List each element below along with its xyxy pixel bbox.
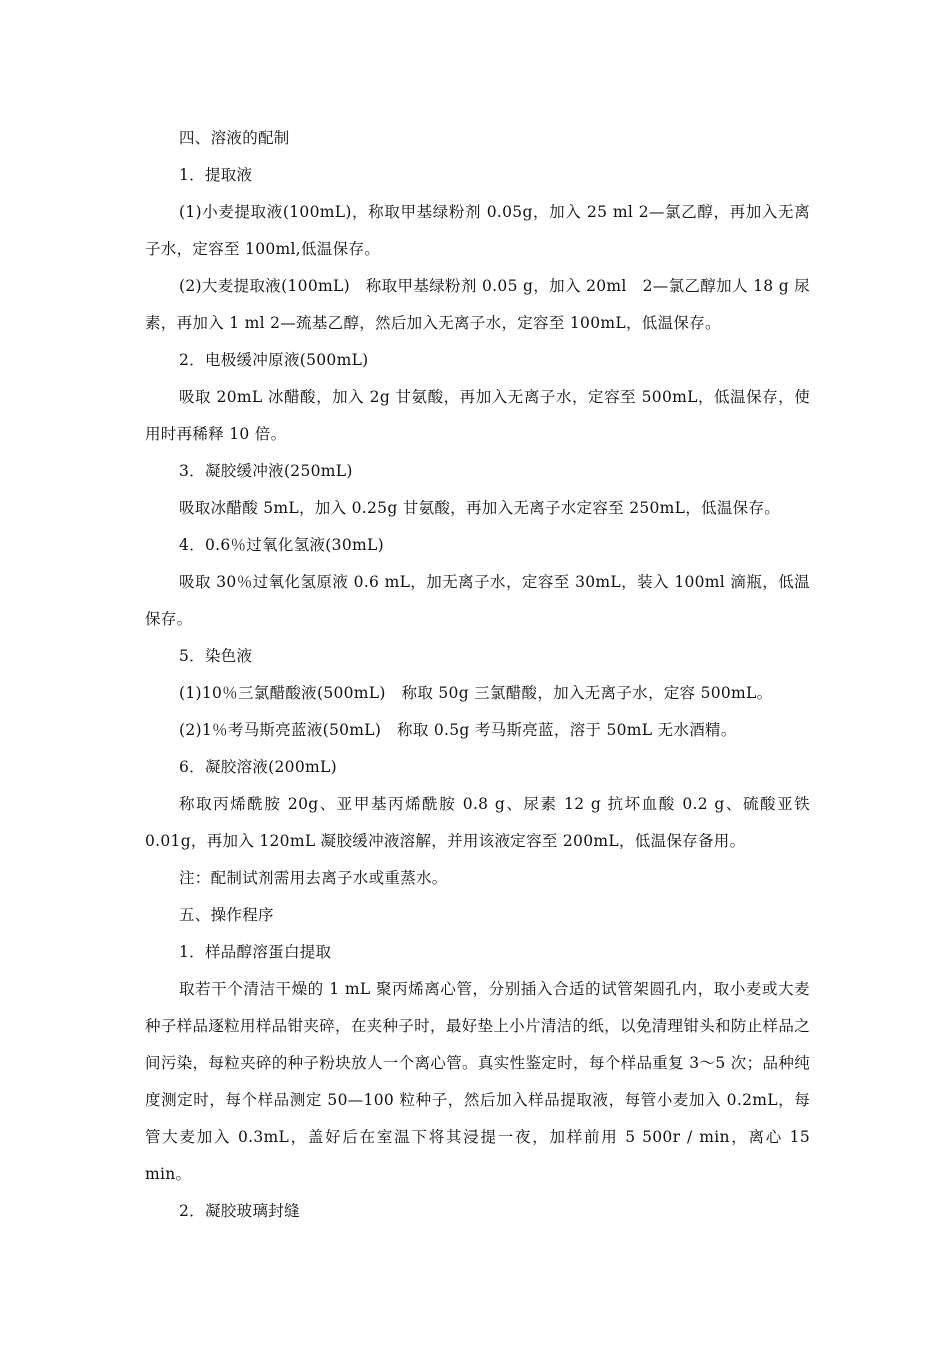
subheading-extraction-liquid: 1．提取液 [179,166,253,184]
subheading-electrode-buffer: 2．电极缓冲原液(500mL) [179,351,369,369]
paragraph-gel-buffer: 吸取冰醋酸 5mL，加入 0.25g 甘氨酸，再加入无离子水定容至 250mL，低温保存。 [179,499,781,517]
subheading-gliadin-extraction: 1．样品醇溶蛋白提取 [179,943,332,961]
paragraph-gel-solution: 称取丙烯酰胺 20g、亚甲基丙烯酰胺 0.8 g、尿素 12 g 抗坏血酸 0.2 g、硫酸亚铁 0.01g，再加入 120mL 凝胶缓冲液溶解，并用该液定容至 200mL，低温保存备用。 [145,795,810,850]
subheading-gel-buffer: 3．凝胶缓冲液(250mL) [179,462,353,480]
section-heading-procedure: 五、操作程序 [179,906,274,924]
paragraph-barley-extract: (2)大麦提取液(100mL) 称取甲基绿粉剂 0.05 g，加入 20ml 2—氯乙醇加人 18 g 尿素，再加入 1 ml 2—巯基乙醇，然后加入无离子水，定容至 100mL，低温保存。 [145,277,810,332]
paragraph-electrode-buffer: 吸取 20mL 冰醋酸，加入 2g 甘氨酸，再加入无离子水，定容至 500mL，低温保存，使用时再稀释 10 倍。 [145,388,810,443]
paragraph-tca-solution: (1)10％三氯醋酸液(500mL) 称取 50g 三氯醋酸，加入无离子水，定容 500mL。 [179,684,773,702]
subheading-gel-glass-sealing: 2．凝胶玻璃封缝 [179,1202,300,1220]
paragraph-gliadin-extraction: 取若干个清洁干燥的 1 mL 聚丙烯离心管，分别插入合适的试管架圆孔内，取小麦或大麦种子样品逐粒用样品钳夹碎，在夹种子时，最好垫上小片清洁的纸，以免清理钳头和防止样品之间污染，每粒夹碎的种子粉块放人一个离心管。真实性鉴定时，每个样品重复 3～5 次；品种纯度测定时，每个样品测定 50—100 粒种子，然后加入样品提取液，每管小麦加入 0.2mL，每管大麦加入 0.3mL，盖好后在室温下将其浸提一夜，加样前用 5 500r / min，离心 15 min。 [145,980,810,1183]
section-heading-solution-prep: 四、溶液的配制 [179,129,290,147]
paragraph-wheat-extract: (1)小麦提取液(100mL)，称取甲基绿粉剂 0.05g，加入 25 ml 2—氯乙醇，再加入无离子水，定容至 100ml,低温保存。 [145,203,810,258]
paragraph-hydrogen-peroxide: 吸取 30％过氧化氢原液 0.6 mL，加无离子水，定容至 30mL，装入 100ml 滴瓶，低温保存。 [145,573,810,628]
subheading-hydrogen-peroxide: 4．0.6％过氧化氢液(30mL) [179,536,384,554]
subheading-gel-solution: 6．凝胶溶液(200mL) [179,758,337,776]
note-reagent-water: 注：配制试剂需用去离子水或重蒸水。 [179,869,448,887]
paragraph-coomassie-solution: (2)1％考马斯亮蓝液(50mL) 称取 0.5g 考马斯亮蓝，溶于 50mL 无水酒精。 [179,721,737,739]
subheading-staining-solution: 5．染色液 [179,647,253,665]
document-body [145,120,810,1230]
